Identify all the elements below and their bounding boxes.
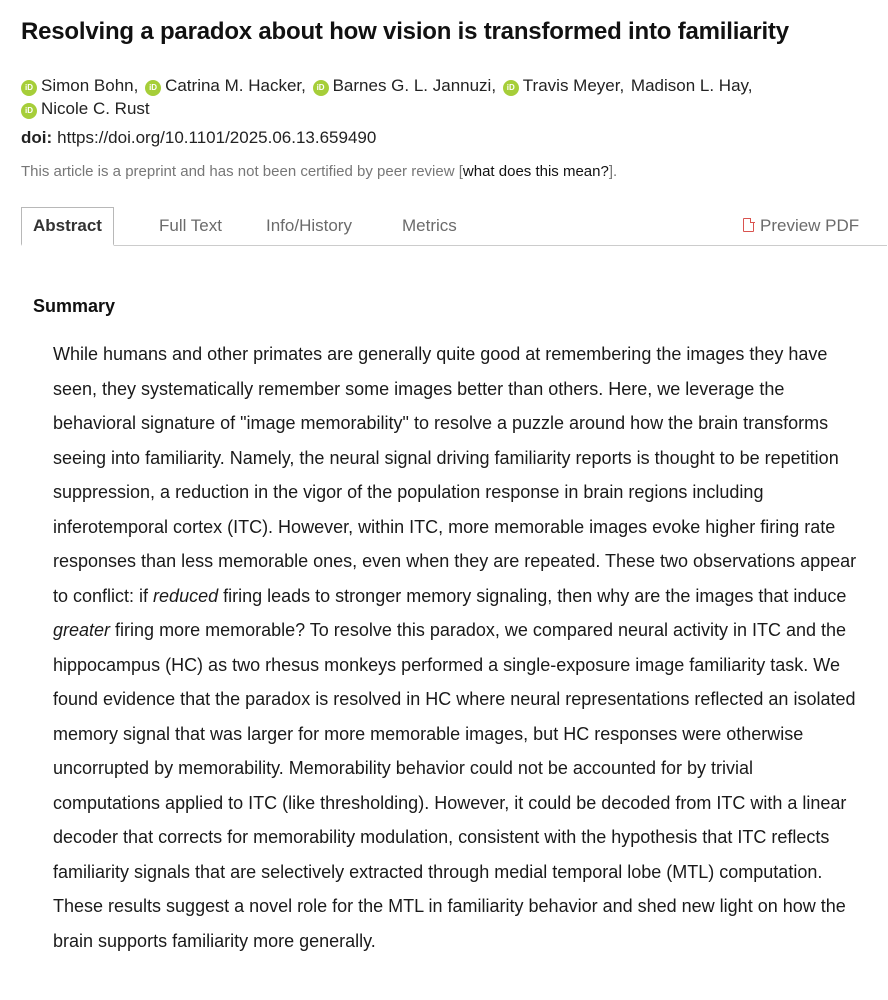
author-3[interactable] bbox=[313, 74, 496, 97]
abstract-text-part: firing more memorable? To resolve this paradox, we compared neural activity in ITC and the hippocampus (HC) as two rhesus monkeys performed a single-exposure image familiarity task. We found evidence that the paradox is resolved in HC where neural representations reflected an isolated memory signal that was larger for more memorable images, but HC responses were otherwise uncorrupted by memorability. Memorability behavior could not be accounted for by trivial computations applied to ITC (like thresholding). However, it could be decoded from ITC with a linear decoder that corrects for memorability modulation, consistent with the hypothesis that ITC reflects familiarity signals that are selectively extracted through medial temporal lobe (MTL) computation. These results suggest a novel role for the MTL in familiarity behavior and shed new light on how the brain supports familiarity more generally. bbox=[53, 620, 856, 951]
author-name[interactable]: Madison L. Hay, bbox=[630, 76, 753, 95]
doi-label: doi: bbox=[21, 128, 53, 147]
orcid-icon[interactable]: iD bbox=[503, 80, 519, 96]
preprint-notice-end: ]. bbox=[608, 163, 618, 180]
tab-info-history[interactable]: Info/History bbox=[266, 216, 352, 235]
orcid-icon[interactable]: iD bbox=[145, 80, 161, 96]
abstract-emphasis: reduced bbox=[153, 585, 219, 606]
author-6[interactable] bbox=[21, 97, 150, 120]
preview-pdf-label: Preview PDF bbox=[760, 216, 860, 235]
author-name[interactable]: Catrina M. Hacker, bbox=[165, 76, 306, 95]
abstract-paragraph bbox=[53, 337, 858, 958]
author-1[interactable] bbox=[21, 74, 138, 97]
preview-pdf-button[interactable] bbox=[743, 207, 859, 245]
abstract-text-part: While humans and other primates are generally quite good at remembering the images they have seen, they systematically remember some images better than others. Here, we leverage the behavioral signature of "image memorability" to resolve a puzzle around how the brain transforms seeing into familiarity. Namely, the neural signal driving familiarity reports is thought to be repetition suppression, a reduction in the vigor of the population response in brain regions including inferotemporal cortex (ITC). However, within ITC, more memorable images evoke higher firing rate responses than less memorable ones, even when they are repeated. These two observations appear to conflict: if bbox=[53, 344, 857, 606]
author-name[interactable]: Barnes G. L. Jannuzi, bbox=[332, 76, 497, 95]
abstract-text-part: firing leads to stronger memory signaling, then why are the images that induce bbox=[218, 585, 847, 606]
tab-full-text[interactable]: Full Text bbox=[159, 216, 222, 235]
orcid-icon[interactable]: iD bbox=[313, 80, 329, 96]
author-name[interactable]: Nicole C. Rust bbox=[41, 99, 150, 118]
summary-heading: Summary bbox=[33, 296, 116, 316]
author-4[interactable] bbox=[503, 74, 624, 97]
doi-line bbox=[21, 127, 376, 149]
pdf-file-icon bbox=[743, 218, 754, 232]
preprint-notice bbox=[21, 161, 617, 183]
author-list bbox=[21, 74, 861, 120]
article-tabs bbox=[21, 207, 887, 246]
preprint-notice-text: This article is a preprint and has not been certified by peer review [ bbox=[21, 163, 463, 180]
author-name[interactable]: Travis Meyer, bbox=[522, 76, 625, 95]
abstract-emphasis: greater bbox=[53, 620, 111, 640]
article-title: Resolving a paradox about how vision is transformed into familiarity bbox=[21, 18, 789, 45]
doi-link[interactable]: https://doi.org/10.1101/2025.06.13.659490 bbox=[57, 128, 377, 147]
author-2[interactable] bbox=[145, 74, 306, 97]
author-name[interactable]: Simon Bohn, bbox=[41, 76, 139, 95]
orcid-icon[interactable]: iD bbox=[21, 103, 37, 119]
tab-metrics[interactable]: Metrics bbox=[402, 216, 457, 235]
orcid-icon[interactable]: iD bbox=[21, 80, 37, 96]
author-5[interactable] bbox=[631, 74, 753, 97]
tab-abstract[interactable]: Abstract bbox=[21, 207, 114, 246]
what-does-this-mean-link[interactable]: what does this mean? bbox=[462, 163, 609, 180]
